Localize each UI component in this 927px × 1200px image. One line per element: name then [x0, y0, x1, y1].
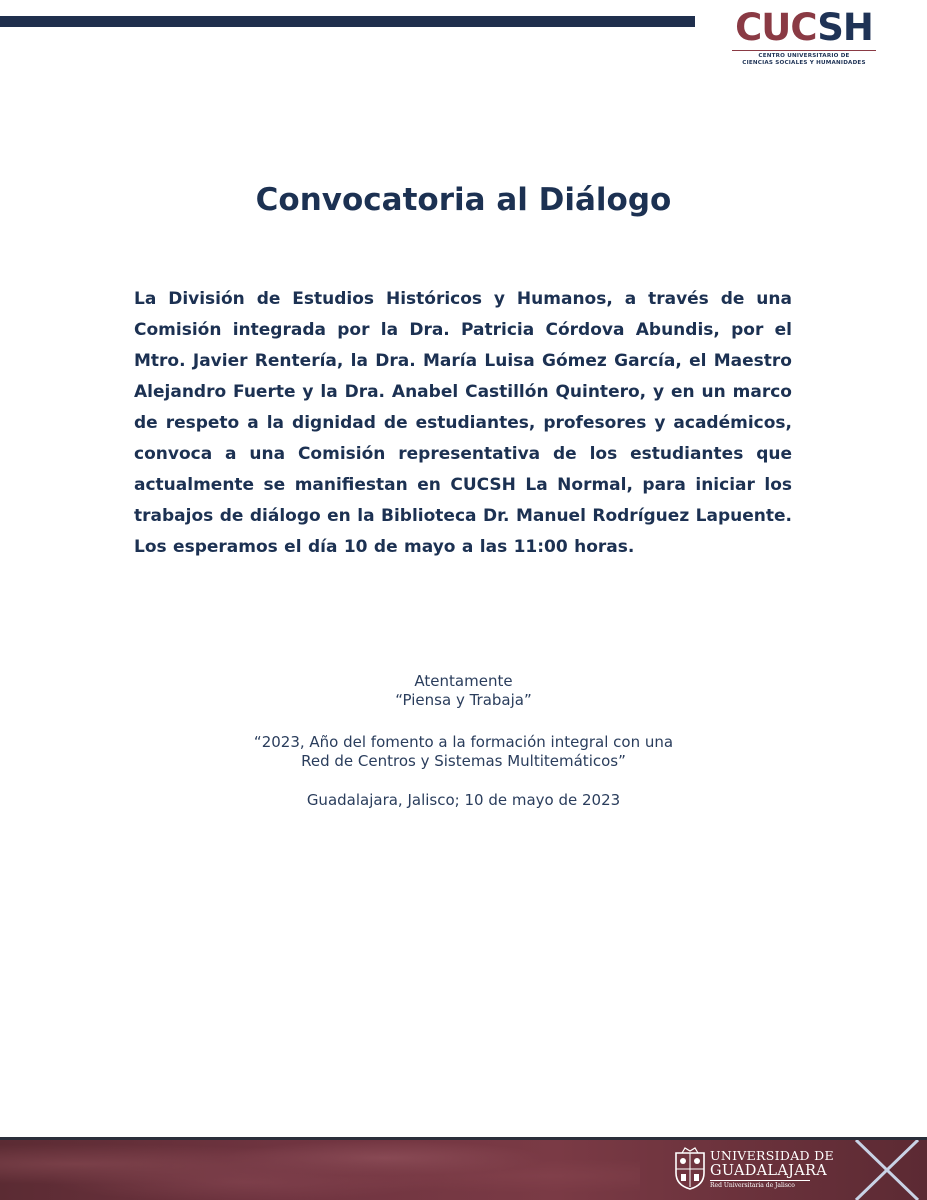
year-motto-block: [0, 733, 927, 771]
year-motto-line2: Red de Centros y Sistemas Multitemáticos”: [301, 752, 626, 770]
place-date: Guadalajara, Jalisco; 10 de mayo de 2023: [306, 791, 621, 809]
document-body: La División de Estudios Históricos y Humanos, a través de una Comisión integrada por la Dra. Patricia Córdova Abundis, por el Mtro. Javier Rentería, la Dra. María Luisa Gómez García, el Maestro Alejandro Fuerte y la Dra. Anabel Castillón Quintero, y en un marco de respeto a la dignidad de estudiantes, profesores y académicos, convoca a una Comisión representativa de los estudiantes que actualmente se manifiestan en CUCSH La Normal, para iniciar los trabajos de diálogo en la Biblioteca Dr. Manuel Rodríguez Lapuente. Los esperamos el día 10 de mayo a las 11:00 horas.: [134, 289, 792, 557]
logo-subtitle: CENTRO UNIVERSITARIO DE CIENCIAS SOCIALES Y HUMANIDADES: [742, 53, 866, 66]
logo-divider: [732, 50, 876, 51]
header-bar: [0, 16, 695, 27]
footer-cross-icon: [848, 1140, 927, 1200]
footer-texture: [0, 1140, 640, 1200]
document-title: Convocatoria al Diálogo: [255, 182, 672, 218]
cucsh-logo: [724, 8, 884, 68]
closing-salutation-block: [0, 672, 927, 710]
year-motto-line1: “2023, Año del fomento a la formación integral con una: [253, 733, 674, 751]
udg-wordmark: UNIVERSIDAD DE GUADALAJARA Red Universitaria de Jalisco: [710, 1148, 834, 1189]
udg-crest-icon: [673, 1147, 707, 1191]
closing-motto: “Piensa y Trabaja”: [395, 691, 532, 709]
closing-salutation: Atentamente: [414, 672, 513, 690]
logo-wordmark: CUCSH: [735, 6, 873, 49]
